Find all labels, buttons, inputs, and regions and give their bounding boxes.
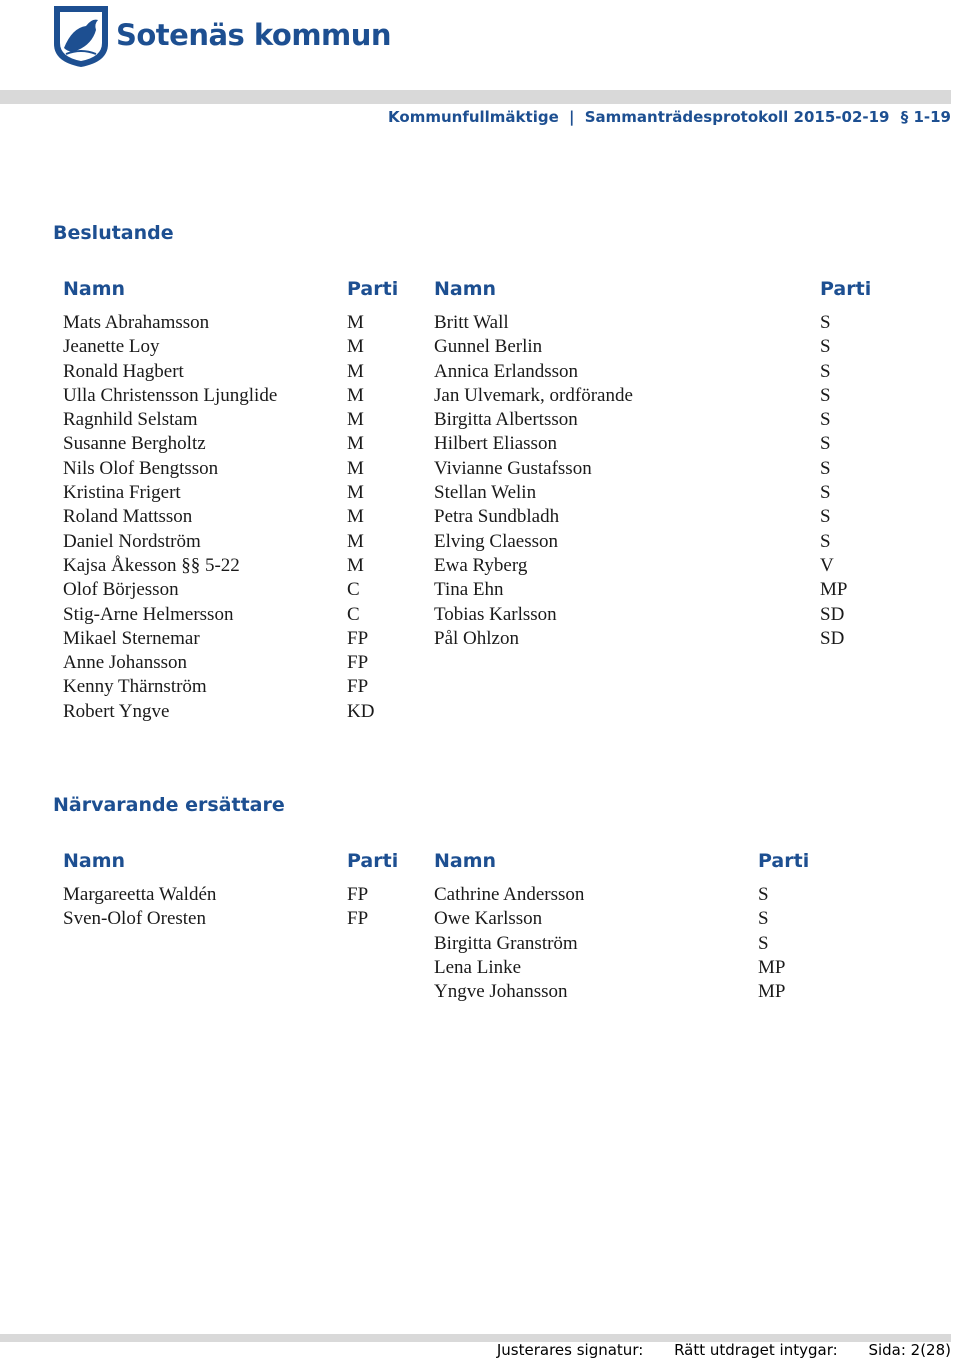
substitute-name: Sven-Olof Oresten [63,908,206,930]
member-name: Mats Abrahamsson [63,312,210,333]
substitute-party: FP [347,884,369,905]
member-party: M [347,554,364,576]
member-name: Daniel Nordström [63,530,201,552]
column-header-name: Namn [434,850,497,872]
member-party: M [347,384,364,406]
document-header [388,108,951,126]
beslutande-right-parties [820,311,847,651]
column-header-party: Parti [347,850,399,872]
meeting-title: Kommunfullmäktige [388,108,559,126]
member-name: Britt Wall [434,312,509,333]
page-number: Sida: 2(28) [868,1341,951,1359]
header-bar [0,90,951,104]
substitute-name: Cathrine Andersson [434,884,585,905]
column-header-party: Parti [820,278,872,300]
member-party: S [820,433,831,455]
member-name: Ragnhild Selstam [63,409,198,431]
column-header-name: Namn [63,278,126,300]
section-title-ersattare: Närvarande ersättare [53,794,285,816]
member-name: Kajsa Åkesson §§ 5-22 [63,554,240,576]
page-footer [471,1341,951,1359]
member-name: Robert Yngve [63,700,170,722]
substitute-name: Birgitta Granström [434,932,578,954]
column-header-name: Namn [434,278,497,300]
substitute-name: Yngve Johansson [434,981,568,1003]
member-party: C [347,603,360,625]
ersattare-left-names [63,883,216,932]
substitute-party: MP [758,981,786,1003]
member-name: Petra Sundbladh [434,506,560,528]
header-separator: | [569,108,575,126]
member-name: Nils Olof Bengtsson [63,457,219,479]
member-party: M [347,409,364,431]
member-party: V [820,554,834,576]
member-name: Stig-Arne Helmersson [63,603,234,625]
meeting-date: 2015-02-19 [793,108,890,126]
member-party: M [347,530,364,552]
column-header-party: Parti [347,278,399,300]
substitute-party: S [758,932,769,954]
section-title-beslutande: Beslutande [53,222,174,244]
member-party: S [820,360,831,382]
member-party: S [820,384,831,406]
member-party: SD [820,627,845,649]
beslutande-left-names [63,311,277,724]
column-header-party: Parti [758,850,810,872]
member-party: M [347,482,364,504]
logo-wordmark: Sotenäs kommun [116,18,392,52]
substitute-party: MP [758,956,786,978]
substitute-party: S [758,908,769,930]
member-party: S [820,482,831,504]
document-type: Sammanträdesprotokoll [584,108,789,126]
member-name: Tina Ehn [434,579,504,601]
member-name: Mikael Sternemar [63,627,200,649]
member-party: M [347,312,364,333]
member-name: Hilbert Eliasson [434,433,557,455]
ersattare-right-names [434,883,584,1004]
member-name: Elving Claesson [434,530,559,552]
member-name: Ulla Christensson Ljunglide [63,384,278,406]
member-party: S [820,409,831,431]
member-name: Gunnel Berlin [434,336,543,358]
member-name: Kristina Frigert [63,482,181,504]
member-party: M [347,457,364,479]
member-name: Susanne Bergholtz [63,433,206,455]
member-name: Birgitta Albertsson [434,409,578,431]
member-party: FP [347,627,369,649]
beslutande-right-names [434,311,633,651]
member-name: Jan Ulvemark, ordförande [434,384,633,406]
member-name: Tobias Karlsson [434,603,557,625]
substitute-name: Margareetta Waldén [63,884,217,905]
adjuster-signature-label: Justerares signatur: [496,1341,644,1359]
ersattare-left-parties [347,883,368,932]
member-name: Olof Börjesson [63,579,179,601]
shield-logo-icon [52,4,110,68]
member-name: Stellan Welin [434,482,537,504]
member-name: Ewa Ryberg [434,554,528,576]
ersattare-right-parties [758,883,785,1004]
member-name: Vivianne Gustafsson [434,457,592,479]
member-party: M [347,360,364,382]
member-party: S [820,530,831,552]
member-party: SD [820,603,845,625]
beslutande-left-parties [347,311,374,724]
member-party: M [347,433,364,455]
substitute-name: Owe Karlsson [434,908,543,930]
member-party: FP [347,676,369,698]
member-name: Ronald Hagbert [63,360,184,382]
member-party: S [820,506,831,528]
member-name: Pål Ohlzon [434,627,519,649]
member-party: MP [820,579,848,601]
member-party: M [347,336,364,358]
member-party: S [820,312,831,333]
member-party: C [347,579,360,601]
member-party: FP [347,652,369,674]
member-name: Annica Erlandsson [434,360,579,382]
substitute-name: Lena Linke [434,956,522,978]
certified-extract-label: Rätt utdraget intygar: [674,1341,838,1359]
substitute-party: FP [347,908,369,930]
section-range: § 1-19 [900,108,951,126]
member-party: S [820,457,831,479]
member-name: Anne Johansson [63,652,188,674]
member-name: Kenny Thärnström [63,676,207,698]
member-party: S [820,336,831,358]
member-name: Roland Mattsson [63,506,193,528]
member-party: KD [347,700,375,722]
substitute-party: S [758,884,769,905]
member-name: Jeanette Loy [63,336,160,358]
member-party: M [347,506,364,528]
column-header-name: Namn [63,850,126,872]
